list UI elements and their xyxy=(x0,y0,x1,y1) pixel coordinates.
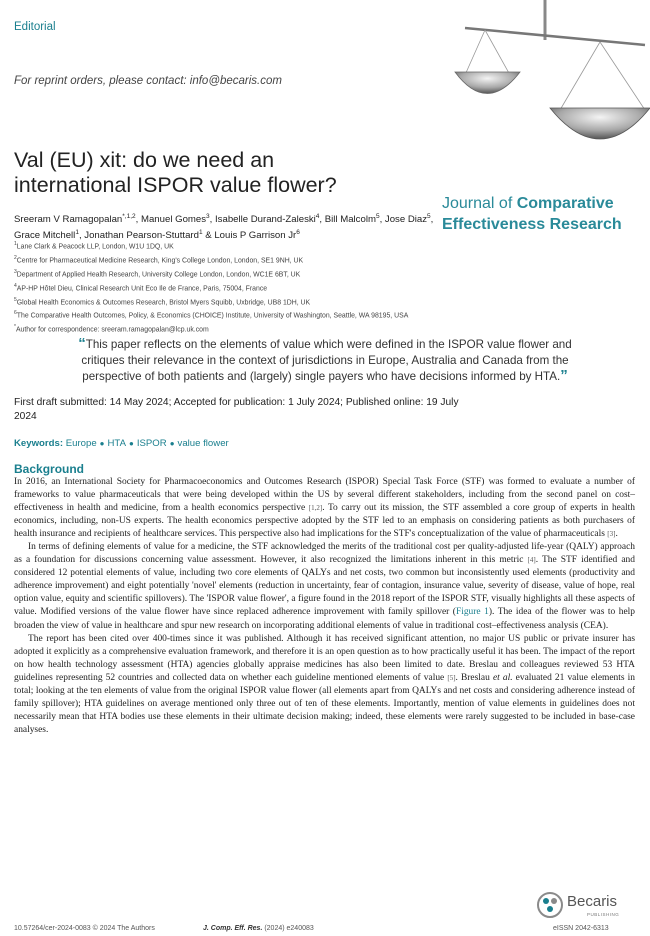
author-name: Bill Malcolm$^5$ xyxy=(324,213,380,226)
author-name: Manuel Gomes$^3$ xyxy=(140,213,210,226)
article-title: Val (EU) xit: do we need an international ISPOR value flower? xyxy=(14,148,337,197)
keyword-link[interactable]: ISPOR xyxy=(136,438,167,449)
affiliation: $^4$AP-HP Hôtel Dieu, Clinical Research Unit Eco Ile de France, Paris, 75004, France xyxy=(14,282,268,292)
affiliation: $^5$Global Health Economics & Outcomes Research, Bristol Myers Squibb, Uxbridge, UB8 1DH, UK xyxy=(14,296,311,306)
journal-name xyxy=(442,193,642,235)
footer-doi: 10.57264/cer-2024-0083 © 2024 The Authors xyxy=(14,925,155,932)
affiliation: *Author for correspondence: sreeram.ramagopalan@lcp.uk.com xyxy=(14,324,209,334)
bullet-icon: ● xyxy=(128,439,134,448)
becaris-logo-icon xyxy=(535,890,565,920)
author-name: Isabelle Durand-Zaleski$^4$ xyxy=(215,213,320,226)
section-heading: Background xyxy=(14,462,85,476)
keyword-link[interactable]: Europe xyxy=(65,438,97,449)
balance-scale-illustration xyxy=(450,0,650,170)
author-name: Sreeram V Ramagopalan$^{*,1,2}$ xyxy=(14,213,136,226)
journal-name-word: Comparative xyxy=(516,195,614,212)
affiliation: $^1$Lane Clark & Peacock LLP, London, W1U 1DQ, UK xyxy=(14,241,174,251)
keywords xyxy=(14,438,229,449)
figure-link[interactable]: Figure 1 xyxy=(455,607,489,618)
citation-link[interactable]: [4] xyxy=(527,556,536,565)
journal-name-line2: Effectiveness Research xyxy=(442,216,622,233)
affiliation: $^6$The Comparative Health Outcomes, Policy, & Economics (CHOICE) Institute, University of Washington, Seattle, WA 98195, USA xyxy=(14,310,409,320)
article-type-label: Editorial xyxy=(14,21,56,33)
affiliation-list xyxy=(14,239,614,336)
citation-link[interactable]: [5] xyxy=(447,673,456,682)
author-name: Louis P Garrison Jr$^6$ xyxy=(214,228,300,241)
paragraph: The report has been cited over 400-times since it was published. Although it has received significant attention, no major US public or private insurer has adopted it explicitly as a comprehensive evaluation framework, and therefore it is an open question as to how practically useful it has been. The impact of the report on how health technology assessment (HTA) agencies globally appraise medicines has also been limited to date. Breslau and colleagues reviewed 53 HTA guidelines representing 52 countries and collected data on whether each guideline mentioned elements of value [5]. Breslau et al. evaluated 21 value elements in total; looking at the ten elements of value from the original ISPOR value flower (all elements apart from QALYs and net costs and considering adherence instead of family spillover); HTA guidelines on average mentioned only three out of ten of these elements. Importantly, mention of value elements in guidelines does not necessarily mean that HTA bodies use these elements in their ultimate decision making; indeed, these elements were rarely suggested to be included in base-case analyses. xyxy=(14,633,635,735)
footer-citation: J. Comp. Eff. Res. (2024) e240083 xyxy=(203,925,314,932)
close-quote-icon: ” xyxy=(560,367,568,384)
affiliation: $^3$Department of Applied Health Research, University College London, London, WC1E 6BT, UK xyxy=(14,268,301,279)
citation-link[interactable]: [3] xyxy=(607,530,616,539)
logo-subtitle: PUBLISHING xyxy=(587,912,620,917)
author-name: Jonathan Pearson-Stuttard$^1$ xyxy=(84,228,203,241)
paragraph: In terms of defining elements of value for a medicine, the STF acknowledged the merits of the traditional cost per quality-adjusted life-year (QALY) approach as a foundation for discussions concerning value assessment. However, it also recognized the limitations inherent in this metric [4]. The STF identified and considered 12 potential elements of value, including two core elements of QALYs and net costs, two common but inconsistently used elements (productivity and adherence improvement) and eight potentially 'novel' elements (reduction in uncertainty, fear of contagion, insurance value, severity of disease, value of hope, real option value, equity and scientific spillovers). The 'ISPOR value flower', a figure found in the 2018 report of the ISPOR STF, visually highlights all these aspects of value. Modified versions of the value flower have since replaced adherence improvement with family spillover (Figure 1). The idea of the flower was to help broaden the view of value in healthcare and spur new research on incorporating additional elements of value in traditional cost–effectiveness analysis (CEA). xyxy=(14,542,636,631)
keyword-link[interactable]: value flower xyxy=(177,438,229,449)
affiliation: $^2$Centre for Pharmaceutical Medicine Research, King's College London, London, SE1 9NH, UK xyxy=(14,254,304,265)
logo-wordmark: Becaris xyxy=(567,893,618,910)
citation-link[interactable]: [1,2] xyxy=(308,504,323,513)
author-name: Jose Diaz$^5$ xyxy=(384,213,431,226)
pull-quote-text: This paper reflects on the elements of value which were defined in the ISPOR value flower and critiques their relevance in the context of jurisdictions in Europe, Australia and Canada from the perspective of both patients and (largely) single payers who have decisions informed by HTA. xyxy=(81,338,572,383)
bullet-icon: ● xyxy=(99,439,105,448)
footer-issn: eISSN 2042-6313 xyxy=(553,925,609,932)
open-quote-icon: “ xyxy=(78,335,86,352)
author-name: Grace Mitchell$^1$ xyxy=(14,228,79,241)
reprint-notice: For reprint orders, please contact: info@becaris.com xyxy=(14,75,282,87)
publisher-logo xyxy=(535,888,635,924)
publication-dates: First draft submitted: 14 May 2024; Accepted for publication: 1 July 2024; Published online: 19 July 2024 xyxy=(14,397,459,422)
paragraph: In 2016, an International Society for Pharmacoeconomics and Outcomes Research (ISPOR) Special Task Force (STF) was formed to evaluate a number of frameworks to value pharmaceuticals that were being developed within the US by several different stakeholders, including from the second panel on cost–effectiveness in health and medicine, from a health economics perspective [1,2]. To carry out its mission, the STF assembled a core group of experts in health economics, including, non-US experts. The health economics perspective adopted by the STF led to an emphasis on considering patients as both purchasers of health insurance and recipients of healthcare services. This perspective also had implications for the STF's conceptualization of the value of pharmaceuticals [3]. xyxy=(14,477,636,540)
keywords-label: Keywords: xyxy=(14,438,64,449)
article-body xyxy=(14,476,635,737)
pull-quote xyxy=(0,336,650,385)
journal-name-prefix: Journal of xyxy=(442,195,517,212)
keyword-link[interactable]: HTA xyxy=(107,438,126,449)
author-list: Sreeram V Ramagopalan$^{*,1,2}$, Manuel Gomes$^3$, Isabelle Durand-Zaleski$^4$, Bill Malcolm$^5$, Jose Diaz$^5$, Grace Mitchell$^1$, Jonathan Pearson-Stuttard$^1$ & Louis P Garrison Jr$^6$ xyxy=(14,213,434,241)
bullet-icon: ● xyxy=(169,439,175,448)
